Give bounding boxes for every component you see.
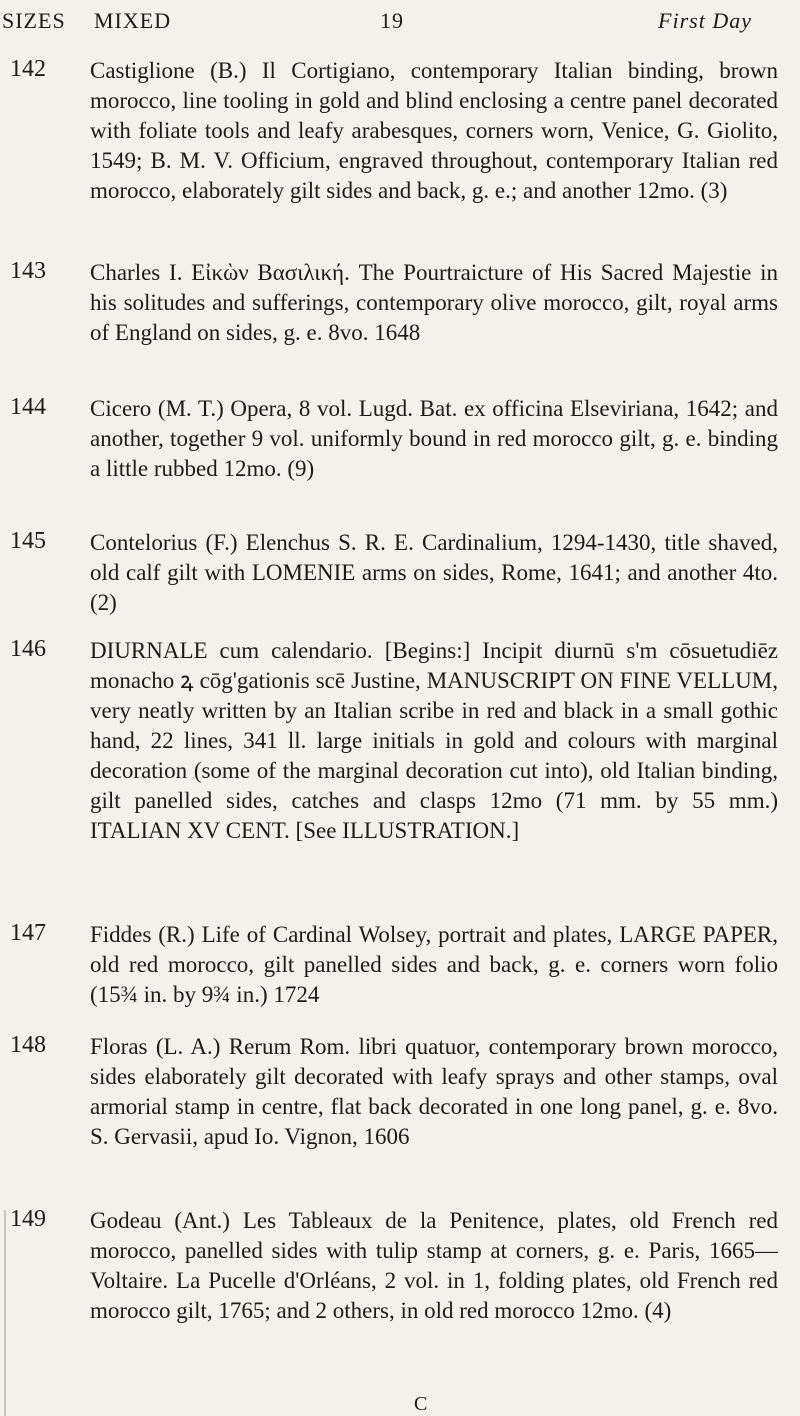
- lot-description: DIURNALE cum calendario. [Begins:] Incipit diurnū s'm cōsuetudiēz monacho ꝝ cōg'gationis scē Justine, MANUSCRIPT ON FINE VELLUM, very neatly written by an Italian scribe in red and black in a small gothic hand, 22 lines, 341 ll. large initials in gold and colours with marginal decoration (some of the marginal decoration cut into), old Italian binding, gilt panelled sides, catches and clasps 12mo (71 mm. by 55 mm.) ITALIAN XV CENT. [See ILLUSTRATION.]: [90, 638, 778, 843]
- lot-description: Fiddes (R.) Life of Cardinal Wolsey, portrait and plates, LARGE PAPER, old red morocco, gilt panelled sides and back, g. e. corners worn folio (15¾ in. by 9¾ in.) 1724: [90, 922, 778, 1007]
- header-mixed: MIXED: [94, 8, 172, 33]
- lot-number: 149: [10, 1206, 46, 1232]
- lot-number: 145: [10, 528, 46, 554]
- header-sizes: SIZES: [2, 8, 66, 33]
- lot-description: Contelorius (F.) Elenchus S. R. E. Cardinalium, 1294-1430, title shaved, old calf gilt with LOMENIE arms on sides, Rome, 1641; and another 4to. (2): [90, 530, 778, 615]
- lot-number: 143: [10, 258, 46, 284]
- lot-description: Charles I. Εἰκὼν Βασιλική. The Pourtraicture of His Sacred Majestie in his solitudes and sufferings, contemporary olive morocco, gilt, royal arms of England on sides, g. e. 8vo. 1648: [90, 260, 778, 345]
- lot-number: 146: [10, 636, 46, 662]
- page-edge-shadow: [4, 1210, 6, 1416]
- lot-number: 147: [10, 920, 46, 946]
- header-day: First Day: [658, 8, 752, 33]
- lot-description: Floras (L. A.) Rerum Rom. libri quatuor, contemporary brown morocco, sides elaborately gilt decorated with leafy sprays and other stamps, oval armorial stamp in centre, flat back decorated in one long panel, g. e. 8vo. S. Gervasii, apud Io. Vignon, 1606: [90, 1034, 778, 1149]
- page-number: 19: [380, 8, 404, 33]
- lot-description: Cicero (M. T.) Opera, 8 vol. Lugd. Bat. ex officina Elseviriana, 1642; and another, together 9 vol. uniformly bound in red morocco gilt, g. e. binding a little rubbed 12mo. (9): [90, 396, 778, 481]
- signature-mark: C: [414, 1393, 428, 1415]
- lot-description: Godeau (Ant.) Les Tableaux de la Penitence, plates, old French red morocco, panelled sides with tulip stamp at corners, g. e. Paris, 1665—Voltaire. La Pucelle d'Orléans, 2 vol. in 1, folding plates, old French red morocco gilt, 1765; and 2 others, in old red morocco 12mo. (4): [90, 1208, 778, 1323]
- running-header: [0, 8, 800, 42]
- lot-number: 144: [10, 394, 46, 420]
- lot-description: Castiglione (B.) Il Cortigiano, contemporary Italian binding, brown morocco, line tooling in gold and blind enclosing a centre panel decorated with foliate tools and leafy arabesques, corners worn, Venice, G. Giolito, 1549; B. M. V. Officium, engraved throughout, contemporary Italian red morocco, elaborately gilt sides and back, g. e.; and another 12mo. (3): [90, 58, 778, 203]
- lot-number: 148: [10, 1032, 46, 1058]
- lot-number: 142: [10, 56, 46, 82]
